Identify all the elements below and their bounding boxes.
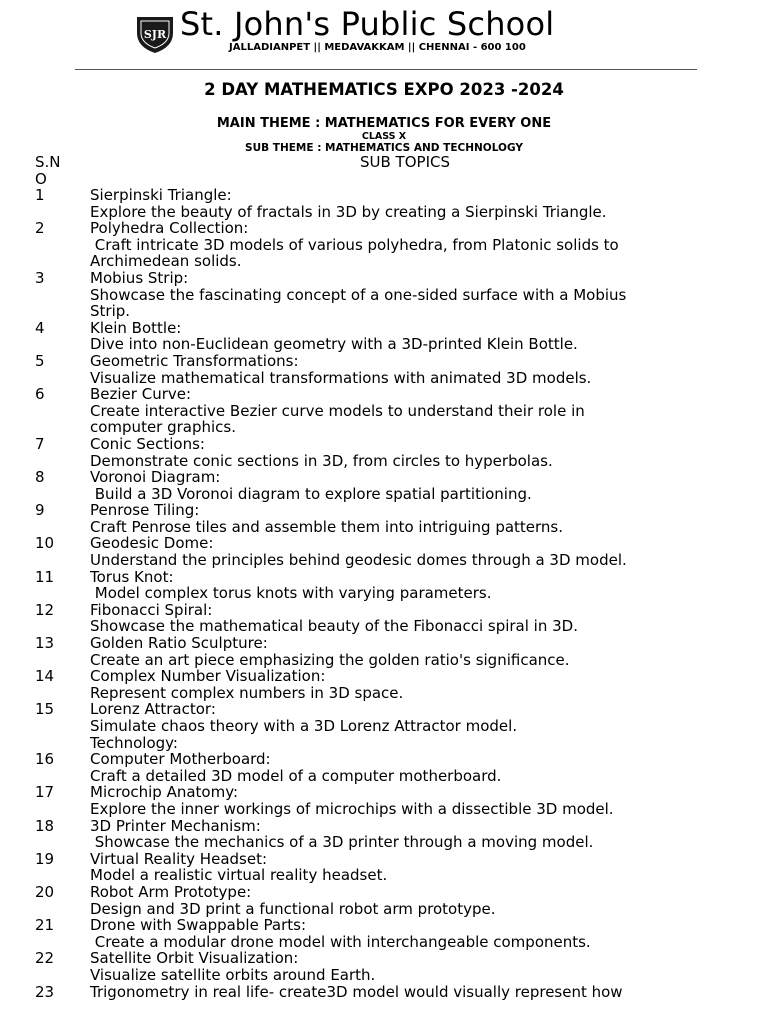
- document-title: 2 DAY MATHEMATICS EXPO 2023 -2024: [204, 80, 564, 99]
- topic-text: Represent complex numbers in 3D space.: [90, 683, 404, 702]
- topic-text: Geometric Transformations:: [90, 351, 299, 370]
- topic-line: [0, 486, 768, 503]
- topic-line: [0, 419, 768, 436]
- topic-line: [0, 735, 768, 752]
- topic-text: Demonstrate conic sections in 3D, from circles to hyperbolas.: [90, 451, 553, 470]
- topic-text: Mobius Strip:: [90, 268, 189, 287]
- topic-number: 18: [35, 816, 55, 835]
- topic-number: 17: [35, 783, 55, 802]
- topic-line: [0, 287, 768, 304]
- topic-text: Golden Ratio Sculpture:: [90, 634, 268, 653]
- topic-text: Visualize mathematical transformations with animated 3D models.: [90, 368, 592, 387]
- topic-line: [0, 718, 768, 735]
- topic-text: Lorenz Attractor:: [90, 700, 216, 719]
- topic-line: [0, 386, 768, 403]
- topic-line: [0, 668, 768, 685]
- topic-line: [0, 469, 768, 486]
- topic-number: 12: [35, 600, 55, 619]
- topic-line: [0, 353, 768, 370]
- topic-line: [0, 403, 768, 420]
- topic-line: [0, 220, 768, 237]
- sub-topics-column-header: SUB TOPICS: [360, 153, 450, 171]
- topic-text: Penrose Tiling:: [90, 501, 200, 520]
- topic-line: [0, 635, 768, 652]
- topic-line: [0, 535, 768, 552]
- topic-text: Klein Bottle:: [90, 318, 182, 337]
- topic-text: Model complex torus knots with varying parameters.: [90, 584, 492, 603]
- topic-text: Visualize satellite orbits around Earth.: [90, 965, 376, 984]
- topic-line: [0, 436, 768, 453]
- topic-number: 19: [35, 849, 55, 868]
- topic-number: 8: [35, 468, 45, 487]
- topic-line: [0, 950, 768, 967]
- topic-text: Polyhedra Collection:: [90, 219, 249, 238]
- topic-text: Computer Motherboard:: [90, 750, 271, 769]
- topic-line: [0, 569, 768, 586]
- header-divider: [75, 69, 697, 70]
- topic-line: [0, 652, 768, 669]
- topic-number: 3: [35, 268, 45, 287]
- topic-number: 11: [35, 567, 55, 586]
- topic-line: [0, 453, 768, 470]
- class-label: CLASS X: [361, 131, 407, 142]
- topic-line: [0, 585, 768, 602]
- topic-line: [0, 901, 768, 918]
- sno-column-header: S.NO: [35, 153, 61, 188]
- topic-line: [0, 618, 768, 635]
- topic-number: 6: [35, 385, 45, 404]
- topic-line: [0, 602, 768, 619]
- topic-text: Trigonometry in real life- create3D model would visually represent how: [90, 982, 623, 1001]
- topic-line: [0, 751, 768, 768]
- school-name: St. John's Public School: [180, 5, 555, 43]
- topic-line: [0, 967, 768, 984]
- topic-text: Create an art piece emphasizing the golden ratio's significance.: [90, 650, 570, 669]
- topic-line: [0, 984, 768, 1001]
- topic-text: Fibonacci Spiral:: [90, 600, 213, 619]
- topic-line: [0, 701, 768, 718]
- topic-line: [0, 917, 768, 934]
- topic-text: Archimedean solids.: [90, 252, 242, 271]
- topic-text: Satellite Orbit Visualization:: [90, 949, 299, 968]
- topic-text: Virtual Reality Headset:: [90, 849, 268, 868]
- topic-number: 16: [35, 750, 55, 769]
- logo-monogram: SJR: [143, 28, 167, 41]
- topic-text: Drone with Swappable Parts:: [90, 916, 307, 935]
- topic-text: Model a realistic virtual reality headset.: [90, 866, 388, 885]
- topic-line: [0, 237, 768, 254]
- topic-line: [0, 336, 768, 353]
- topic-number: 13: [35, 634, 55, 653]
- topic-line: [0, 303, 768, 320]
- topic-text: Create interactive Bezier curve models to understand their role in: [90, 401, 585, 420]
- topic-line: [0, 519, 768, 536]
- topic-text: Dive into non-Euclidean geometry with a 3D-printed Klein Bottle.: [90, 335, 578, 354]
- topic-text: Technology:: [90, 733, 178, 752]
- topic-number: 2: [35, 219, 45, 238]
- topic-number: 20: [35, 882, 55, 901]
- topic-line: [0, 370, 768, 387]
- topic-number: 23: [35, 982, 55, 1001]
- topic-text: Explore the inner workings of microchips with a dissectible 3D model.: [90, 799, 614, 818]
- topic-line: [0, 867, 768, 884]
- topic-line: [0, 934, 768, 951]
- topic-text: Sierpinski Triangle:: [90, 186, 232, 204]
- page-header: [0, 0, 768, 64]
- topic-text: computer graphics.: [90, 418, 237, 437]
- topic-number: 5: [35, 351, 45, 370]
- school-address: JALLADIANPET || MEDAVAKKAM || CHENNAI - 600 100: [229, 42, 526, 53]
- topic-line: [0, 685, 768, 702]
- sub-theme: SUB THEME : MATHEMATICS AND TECHNOLOGY: [245, 142, 523, 154]
- topic-line: [0, 884, 768, 901]
- topic-number: 7: [35, 434, 45, 453]
- topic-line: [0, 552, 768, 569]
- topic-line: [0, 187, 768, 204]
- topic-text: Bezier Curve:: [90, 385, 192, 404]
- topic-text: Geodesic Dome:: [90, 534, 214, 553]
- topic-text: Simulate chaos theory with a 3D Lorenz Attractor model.: [90, 717, 518, 735]
- topic-text: Showcase the fascinating concept of a one-sided surface with a Mobius: [90, 285, 627, 304]
- topic-text: Create a modular drone model with interchangeable components.: [90, 932, 591, 951]
- topic-text: Complex Number Visualization:: [90, 667, 326, 686]
- topic-line: [0, 834, 768, 851]
- topic-number: 21: [35, 916, 55, 935]
- topic-text: Craft intricate 3D models of various polyhedra, from Platonic solids to: [90, 235, 619, 254]
- topic-text: Build a 3D Voronoi diagram to explore spatial partitioning.: [90, 484, 532, 503]
- topic-number: 4: [35, 318, 45, 337]
- topic-line: [0, 320, 768, 337]
- topic-line: [0, 768, 768, 785]
- main-theme: MAIN THEME : MATHEMATICS FOR EVERY ONE: [216, 116, 552, 131]
- topic-text: Conic Sections:: [90, 434, 205, 453]
- topic-text: Voronoi Diagram:: [90, 468, 221, 487]
- topic-text: Design and 3D print a functional robot arm prototype.: [90, 899, 496, 918]
- school-logo: [133, 13, 177, 55]
- topic-number: 1: [35, 186, 45, 204]
- topic-line: [0, 270, 768, 287]
- topic-text: 3D Printer Mechanism:: [90, 816, 261, 835]
- topic-line: [0, 851, 768, 868]
- topic-number: 9: [35, 501, 45, 520]
- topic-text: Robot Arm Prototype:: [90, 882, 252, 901]
- topic-text: Understand the principles behind geodesic domes through a 3D model.: [90, 551, 627, 570]
- topic-line: [0, 784, 768, 801]
- topic-number: 22: [35, 949, 55, 968]
- topic-text: Craft a detailed 3D model of a computer motherboard.: [90, 766, 502, 785]
- topic-text: Showcase the mechanics of a 3D printer through a moving model.: [90, 833, 594, 852]
- topic-number: 14: [35, 667, 55, 686]
- topic-line: [0, 818, 768, 835]
- topic-line: [0, 801, 768, 818]
- topic-number: 10: [35, 534, 55, 553]
- topic-text: Craft Penrose tiles and assemble them into intriguing patterns.: [90, 517, 564, 536]
- topic-line: [0, 253, 768, 270]
- topic-text: Microchip Anatomy:: [90, 783, 239, 802]
- topic-text: Strip.: [90, 302, 131, 321]
- topic-text: Torus Knot:: [90, 567, 174, 586]
- topic-list: [0, 187, 768, 1000]
- topic-line: [0, 502, 768, 519]
- topic-text: Explore the beauty of fractals in 3D by creating a Sierpinski Triangle.: [90, 202, 607, 221]
- topic-line: [0, 204, 768, 221]
- topic-number: 15: [35, 700, 55, 719]
- topic-text: Showcase the mathematical beauty of the Fibonacci spiral in 3D.: [90, 617, 578, 636]
